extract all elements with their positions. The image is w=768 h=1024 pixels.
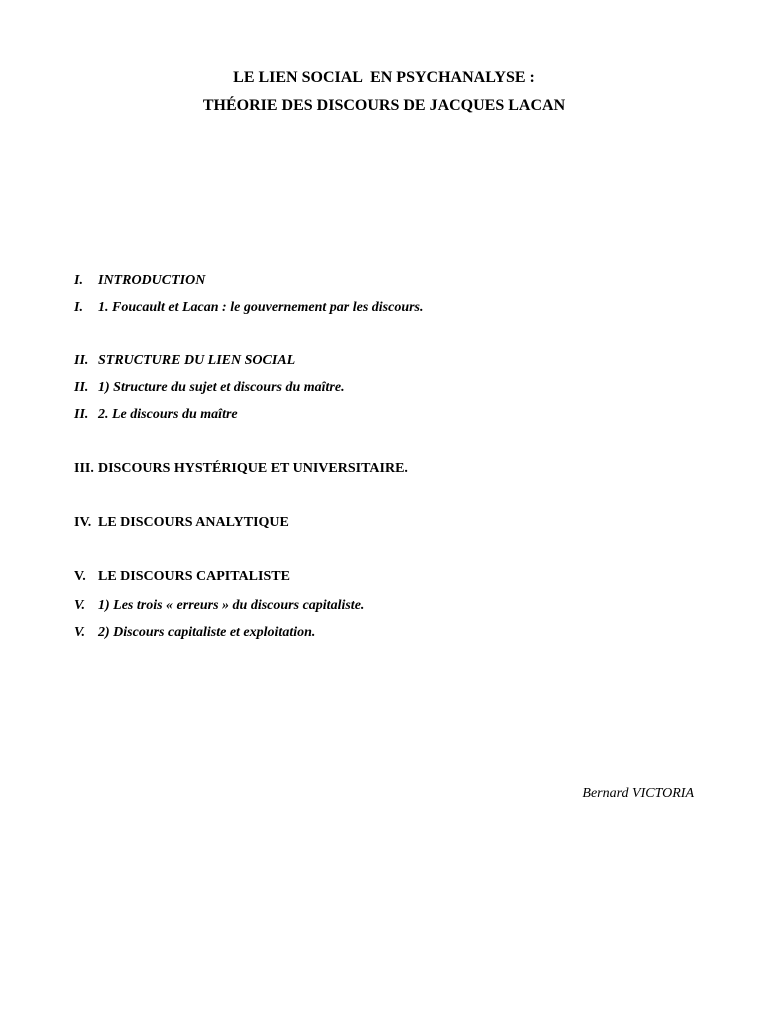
document-title-line-2: THÉORIE DES DISCOURS DE JACQUES LACAN [202,97,566,114]
toc-entry-text: DISCOURS HYSTÉRIQUE ET UNIVERSITAIRE. [98,461,408,476]
toc-entry-number: I. [74,300,83,315]
toc-entry-number: V. [74,598,86,613]
author-name: Bernard VICTORIA [582,786,694,801]
toc-entry-discours-hysterique [74,460,408,478]
toc-entry-structure-sujet [74,379,345,397]
toc-entry-text: LE DISCOURS CAPITALISTE [98,569,290,584]
toc-entry-number: V. [74,625,86,640]
toc-entry-text: 1) Structure du sujet et discours du maître. [98,380,345,395]
toc-entry-exploitation [74,624,315,642]
toc-entry-introduction [74,272,205,290]
toc-entry-discours-maitre [74,406,238,424]
toc-entry-number: III. [74,461,94,476]
toc-entry-text: LE DISCOURS ANALYTIQUE [98,515,289,530]
toc-entry-number: IV. [74,515,92,530]
document-title-line-1: LE LIEN SOCIAL EN PSYCHANALYSE : [233,69,535,86]
toc-entry-text: INTRODUCTION [98,273,206,288]
toc-entry-number: II. [74,380,89,395]
toc-entry-discours-capitaliste [74,568,290,586]
toc-entry-discours-analytique [74,514,289,532]
toc-entry-text: 1. Foucault et Lacan : le gouvernement par les discours. [98,300,424,315]
toc-entry-text: 1) Les trois « erreurs » du discours capitaliste. [98,598,365,613]
toc-entry-text: 2) Discours capitaliste et exploitation. [98,625,316,640]
toc-entry-number: II. [74,353,89,368]
toc-entry-trois-erreurs [74,597,364,615]
toc-entry-text: STRUCTURE DU LIEN SOCIAL [98,353,296,368]
toc-entry-structure-lien-social [74,352,295,370]
toc-entry-number: I. [74,273,83,288]
toc-entry-number: II. [74,407,89,422]
toc-entry-number: V. [74,569,86,584]
toc-entry-text: 2. Le discours du maître [98,407,238,422]
toc-entry-foucault-lacan [74,299,424,317]
